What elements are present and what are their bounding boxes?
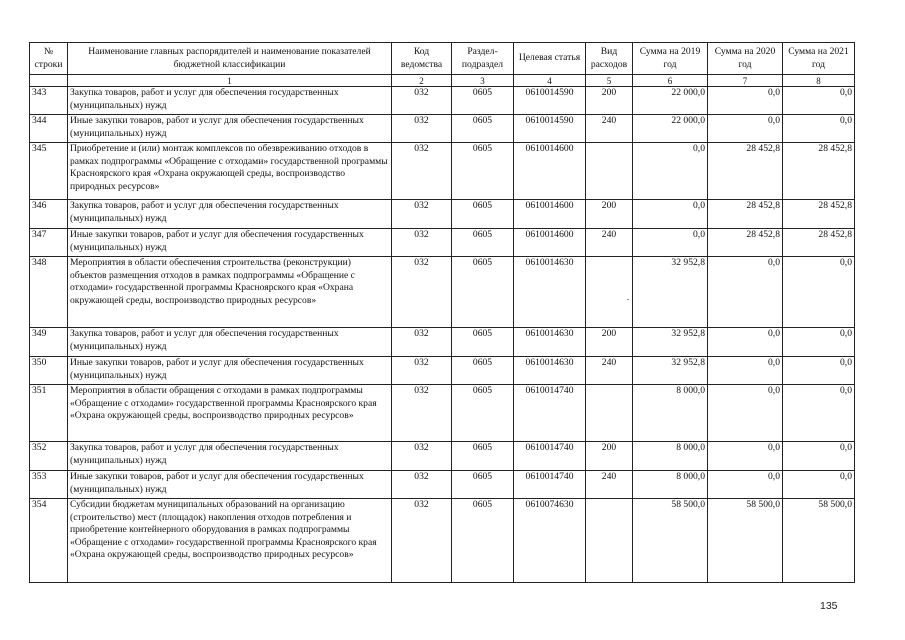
section-code: 0605 <box>452 471 514 499</box>
department-code: 032 <box>392 328 452 357</box>
col-header-row-number: № строки <box>30 43 68 75</box>
expense-type <box>586 385 633 442</box>
row-number: 353 <box>30 471 68 499</box>
row-number: 343 <box>30 87 68 115</box>
sum-2019: 0,0 <box>633 229 708 257</box>
column-number: 5 <box>586 75 633 87</box>
row-number: 351 <box>30 385 68 442</box>
row-name: Субсидии бюджетам муниципальных образований на организацию (строительство) мест (площадок) накопления отходов потребления и приобретение контейнерного оборудования в рамках подпрограммы «Обращение с отходами» государственной программы Красноярского края «Охрана окружающей среды, воспроизводство природных ресурсов» <box>68 499 392 583</box>
expense-type <box>586 143 633 200</box>
column-number: 6 <box>633 75 708 87</box>
section-code: 0605 <box>452 200 514 229</box>
row-name: Закупка товаров, работ и услуг для обеспечения государственных (муниципальных) нужд <box>68 328 392 357</box>
target-item: 0610014590 <box>514 87 586 115</box>
sum-2019: 58 500,0 <box>633 499 708 583</box>
department-code: 032 <box>392 257 452 328</box>
table-row <box>30 442 855 471</box>
table-row <box>30 357 855 385</box>
section-code: 0605 <box>452 385 514 442</box>
sum-2021: 0,0 <box>783 471 855 499</box>
target-item: 0610014630 <box>514 328 586 357</box>
department-code: 032 <box>392 357 452 385</box>
row-name: Закупка товаров, работ и услуг для обеспечения государственных (муниципальных) нужд <box>68 442 392 471</box>
target-item: 0610014740 <box>514 471 586 499</box>
department-code: 032 <box>392 87 452 115</box>
expense-type: 240 <box>586 115 633 143</box>
row-name: Мероприятия в области обеспечения строительства (реконструкции) объектов размещения отходов в рамках подпрограммы «Обращение с отходами» государственной программы Красноярского края «Охрана окружающей среды, воспроизводство природных ресурсов» <box>68 257 392 328</box>
table-row <box>30 385 855 442</box>
column-number: 4 <box>514 75 586 87</box>
col-header-sum-2021: Сумма на 2021 год <box>783 43 855 75</box>
col-header-sum-2019: Сумма на 2019 год <box>633 43 708 75</box>
table-row <box>30 328 855 357</box>
target-item: 0610014600 <box>514 229 586 257</box>
column-number: 2 <box>392 75 452 87</box>
sum-2021: 28 452,8 <box>783 143 855 200</box>
department-code: 032 <box>392 200 452 229</box>
column-number: 7 <box>708 75 783 87</box>
target-item: 0610014590 <box>514 115 586 143</box>
row-number: 354 <box>30 499 68 583</box>
table-row <box>30 471 855 499</box>
row-name: Иные закупки товаров, работ и услуг для обеспечения государственных (муниципальных) нужд <box>68 229 392 257</box>
target-item: 0610074630 <box>514 499 586 583</box>
col-header-sum-2020: Сумма на 2020 год <box>708 43 783 75</box>
sum-2019: 8 000,0 <box>633 385 708 442</box>
expense-type: 200 <box>586 87 633 115</box>
table-row <box>30 200 855 229</box>
section-code: 0605 <box>452 357 514 385</box>
target-item: 0610014600 <box>514 200 586 229</box>
section-code: 0605 <box>452 257 514 328</box>
column-number: 3 <box>452 75 514 87</box>
sum-2021: 58 500,0 <box>783 499 855 583</box>
row-name: Приобретение и (или) монтаж комплексов по обезвреживанию отходов в рамках подпрограммы «Обращение с отходами» государственной программы Красноярского края «Охрана окружающей среды, воспроизводство природных ресурсов» <box>68 143 392 200</box>
row-number: 344 <box>30 115 68 143</box>
page-number: 135 <box>820 600 838 612</box>
sum-2020: 0,0 <box>708 357 783 385</box>
expense-type <box>586 257 633 328</box>
sum-2019: 0,0 <box>633 200 708 229</box>
sum-2021: 28 452,8 <box>783 229 855 257</box>
column-number: 1 <box>68 75 392 87</box>
target-item: 0610014740 <box>514 385 586 442</box>
col-header-section: Раздел-подраздел <box>452 43 514 75</box>
row-number: 352 <box>30 442 68 471</box>
row-number: 349 <box>30 328 68 357</box>
section-code: 0605 <box>452 229 514 257</box>
sum-2021: 0,0 <box>783 328 855 357</box>
section-code: 0605 <box>452 87 514 115</box>
sum-2020: 58 500,0 <box>708 499 783 583</box>
table-row <box>30 499 855 583</box>
sum-2020: 0,0 <box>708 442 783 471</box>
expense-type: 240 <box>586 229 633 257</box>
column-number: 8 <box>783 75 855 87</box>
sum-2021: 0,0 <box>783 87 855 115</box>
col-header-name: Наименование главных распорядителей и наименование показателей бюджетной классификации <box>68 43 392 75</box>
expense-type: 240 <box>586 357 633 385</box>
row-name: Закупка товаров, работ и услуг для обеспечения государственных (муниципальных) нужд <box>68 200 392 229</box>
scan-speck <box>627 299 629 300</box>
sum-2021: 28 452,8 <box>783 200 855 229</box>
department-code: 032 <box>392 471 452 499</box>
expense-type: 200 <box>586 328 633 357</box>
row-number: 346 <box>30 200 68 229</box>
col-header-expense-type: Вид расходов <box>586 43 633 75</box>
column-numbers-row <box>30 75 855 87</box>
section-code: 0605 <box>452 143 514 200</box>
sum-2020: 0,0 <box>708 385 783 442</box>
sum-2019: 8 000,0 <box>633 442 708 471</box>
row-number: 350 <box>30 357 68 385</box>
row-number: 348 <box>30 257 68 328</box>
section-code: 0605 <box>452 442 514 471</box>
col-header-target-item: Целевая статья <box>514 43 586 75</box>
table-row <box>30 115 855 143</box>
target-item: 0610014630 <box>514 357 586 385</box>
row-name: Закупка товаров, работ и услуг для обеспечения государственных (муниципальных) нужд <box>68 87 392 115</box>
expense-type: 200 <box>586 200 633 229</box>
target-item: 0610014740 <box>514 442 586 471</box>
sum-2021: 0,0 <box>783 357 855 385</box>
target-item: 0610014630 <box>514 257 586 328</box>
department-code: 032 <box>392 115 452 143</box>
sum-2019: 22 000,0 <box>633 115 708 143</box>
sum-2020: 0,0 <box>708 257 783 328</box>
col-header-department-code: Код ведомства <box>392 43 452 75</box>
sum-2021: 0,0 <box>783 442 855 471</box>
section-code: 0605 <box>452 115 514 143</box>
row-name: Иные закупки товаров, работ и услуг для обеспечения государственных (муниципальных) нужд <box>68 115 392 143</box>
sum-2021: 0,0 <box>783 115 855 143</box>
sum-2019: 22 000,0 <box>633 87 708 115</box>
table-row <box>30 257 855 328</box>
sum-2020: 0,0 <box>708 87 783 115</box>
sum-2019: 32 952,8 <box>633 357 708 385</box>
department-code: 032 <box>392 499 452 583</box>
department-code: 032 <box>392 442 452 471</box>
sum-2019: 8 000,0 <box>633 471 708 499</box>
column-number <box>30 75 68 87</box>
target-item: 0610014600 <box>514 143 586 200</box>
sum-2019: 32 952,8 <box>633 328 708 357</box>
row-name: Мероприятия в области обращения с отходами в рамках подпрограммы «Обращение с отходами» государственной программы Красноярского края «Охрана окружающей среды, воспроизводство природных ресурсов» <box>68 385 392 442</box>
department-code: 032 <box>392 385 452 442</box>
header-row <box>30 43 855 75</box>
sum-2020: 28 452,8 <box>708 200 783 229</box>
sum-2020: 28 452,8 <box>708 143 783 200</box>
sum-2019: 32 952,8 <box>633 257 708 328</box>
table-row <box>30 229 855 257</box>
table-row <box>30 143 855 200</box>
table-row <box>30 87 855 115</box>
row-name: Иные закупки товаров, работ и услуг для обеспечения государственных (муниципальных) нужд <box>68 471 392 499</box>
row-name: Иные закупки товаров, работ и услуг для обеспечения государственных (муниципальных) нужд <box>68 357 392 385</box>
department-code: 032 <box>392 143 452 200</box>
sum-2020: 0,0 <box>708 115 783 143</box>
section-code: 0605 <box>452 499 514 583</box>
sum-2020: 0,0 <box>708 328 783 357</box>
section-code: 0605 <box>452 328 514 357</box>
expense-type: 200 <box>586 442 633 471</box>
expense-type <box>586 499 633 583</box>
row-number: 347 <box>30 229 68 257</box>
row-number: 345 <box>30 143 68 200</box>
sum-2019: 0,0 <box>633 143 708 200</box>
sum-2021: 0,0 <box>783 257 855 328</box>
sum-2020: 0,0 <box>708 471 783 499</box>
sum-2021: 0,0 <box>783 385 855 442</box>
department-code: 032 <box>392 229 452 257</box>
expense-type: 240 <box>586 471 633 499</box>
budget-table <box>29 42 855 583</box>
sum-2020: 28 452,8 <box>708 229 783 257</box>
